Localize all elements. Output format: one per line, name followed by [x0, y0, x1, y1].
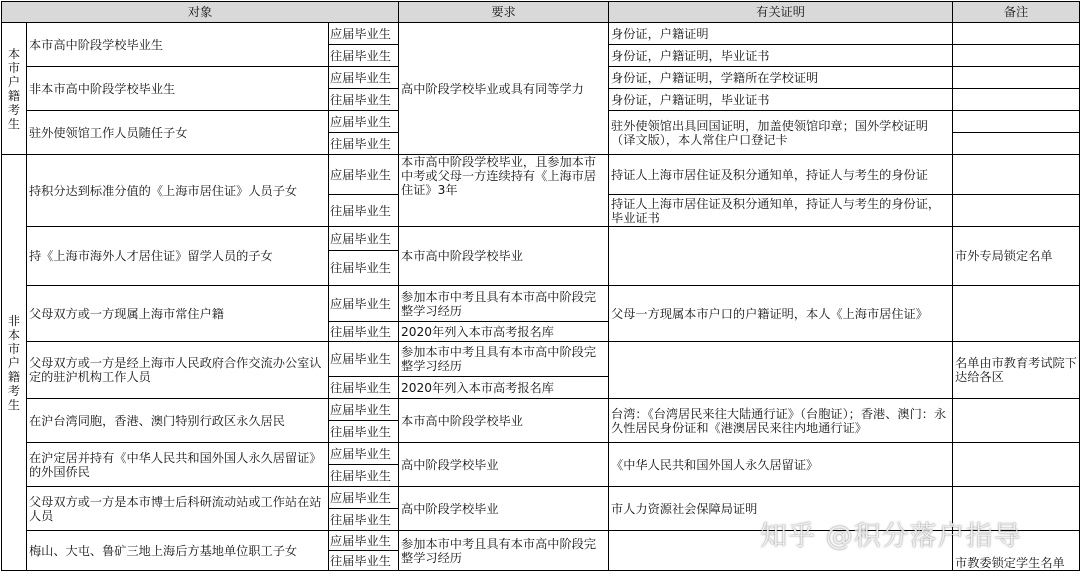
status-past: 往届毕业生	[329, 509, 399, 531]
remark-cell: 市外专局锁定名单	[953, 227, 1080, 286]
header-object: 对象	[2, 2, 399, 23]
status-current: 应届毕业生	[329, 67, 399, 89]
header-remark: 备注	[953, 2, 1080, 23]
object-cell: 父母双方或一方是本市博士后科研流动站或工作站在站人员	[27, 487, 329, 531]
object-cell: 梅山、大屯、鲁矿三地上海后方基地单位职工子女	[27, 531, 329, 571]
table-row	[2, 399, 1080, 421]
remark-cell	[953, 133, 1080, 155]
document-cell: 身份证，户籍证明，毕业证书	[609, 89, 953, 111]
status-current: 应届毕业生	[329, 155, 399, 195]
table-row	[2, 227, 1080, 251]
remark-cell	[953, 89, 1080, 111]
group-label-local: 本市户籍考生	[2, 23, 27, 155]
requirement-cell: 参加本市中考且具有本市高中阶段完整学习经历	[399, 531, 609, 571]
document-cell: 身份证，户籍证明，毕业证书	[609, 45, 953, 67]
gaokao-eligibility-table	[1, 1, 1080, 571]
document-cell: 父母一方现属本市户口的户籍证明，本人《上海市居住证》	[609, 286, 953, 342]
status-current: 应届毕业生	[329, 399, 399, 421]
object-cell: 在沪定居并持有《中华人民共和国外国人永久居留证》的外国侨民	[27, 443, 329, 487]
requirement-cell: 高中阶段学校毕业	[399, 487, 609, 531]
object-cell: 父母双方或一方现属上海市常住户籍	[27, 286, 329, 342]
remark-cell	[953, 23, 1080, 45]
status-past: 往届毕业生	[329, 377, 399, 399]
status-past: 往届毕业生	[329, 133, 399, 155]
object-cell: 非本市高中阶段学校毕业生	[27, 67, 329, 111]
remark-cell: 名单由市教育考试院下达给各区	[953, 342, 1080, 399]
remark-cell	[953, 399, 1080, 443]
remark-cell	[953, 45, 1080, 67]
document-cell: 《中华人民共和国外国人永久居留证》	[609, 443, 953, 487]
table-row	[2, 23, 1080, 45]
object-cell: 在沪台湾同胞，香港、澳门特别行政区永久居民	[27, 399, 329, 443]
document-cell: 持证人上海市居住证及积分通知单，持证人与考生的身份证	[609, 155, 953, 195]
status-current: 应届毕业生	[329, 443, 399, 465]
table-row	[2, 443, 1080, 465]
table-row	[2, 155, 1080, 195]
status-past: 往届毕业生	[329, 251, 399, 286]
status-current: 应届毕业生	[329, 23, 399, 45]
object-cell: 本市高中阶段学校毕业生	[27, 23, 329, 67]
status-past: 往届毕业生	[329, 322, 399, 342]
remark-cell	[953, 286, 1080, 342]
remark-cell	[953, 111, 1080, 133]
requirement-cell: 2020年列入本市高考报名库	[399, 322, 609, 342]
header-requirement: 要求	[399, 2, 609, 23]
status-past: 往届毕业生	[329, 465, 399, 487]
status-current: 应届毕业生	[329, 342, 399, 377]
remark-cell	[953, 443, 1080, 487]
header-row	[2, 2, 1080, 23]
status-current: 应届毕业生	[329, 286, 399, 322]
table-row	[2, 286, 1080, 322]
requirement-cell: 参加本市中考且具有本市高中阶段完整学习经历	[399, 342, 609, 377]
document-cell	[609, 342, 953, 399]
remark-cell	[953, 195, 1080, 227]
watermark: 知乎 @积分落户指导	[760, 521, 1022, 552]
table-row	[2, 487, 1080, 509]
object-cell: 父母双方或一方是经上海市人民政府合作交流办公室认定的驻沪机构工作人员	[27, 342, 329, 399]
document-cell: 持证人上海市居住证及积分通知单，持证人与考生的身份证，毕业证书	[609, 195, 953, 227]
table-row	[2, 342, 1080, 377]
status-current: 应届毕业生	[329, 227, 399, 251]
document-cell: 台湾：《台湾居民来往大陆通行证》（台胞证）；香港、澳门：永久性居民身份证和《港澳居民来往内地通行证》	[609, 399, 953, 443]
document-cell: 身份证，户籍证明，学籍所在学校证明	[609, 67, 953, 89]
remark-cell	[953, 155, 1080, 195]
requirement-cell: 本市高中阶段学校毕业	[399, 227, 609, 286]
document-cell: 市人力资源社会保障局证明	[609, 487, 953, 531]
remark-cell: 市教委锁定学生名单	[953, 531, 1080, 571]
requirement-cell: 参加本市中考且具有本市高中阶段完整学习经历	[399, 286, 609, 322]
requirement-cell: 高中阶段学校毕业	[399, 443, 609, 487]
document-cell: 驻外使领馆出具回国证明，加盖使领馆印章；国外学校证明（译文版），本人常住户口登记卡	[609, 111, 953, 155]
status-past: 往届毕业生	[329, 421, 399, 443]
status-current: 应届毕业生	[329, 111, 399, 133]
status-current: 应届毕业生	[329, 531, 399, 551]
header-documents: 有关证明	[609, 2, 953, 23]
document-cell: 身份证，户籍证明	[609, 23, 953, 45]
requirement-cell: 本市高中阶段学校毕业	[399, 399, 609, 443]
requirement-cell: 2020年列入本市高考报名库	[399, 377, 609, 399]
object-cell: 驻外使领馆工作人员随任子女	[27, 111, 329, 155]
object-cell: 持《上海市海外人才居住证》留学人员的子女	[27, 227, 329, 286]
document-cell	[609, 227, 953, 286]
requirement-cell: 高中阶段学校毕业或具有同等学力	[399, 23, 609, 155]
status-past: 往届毕业生	[329, 89, 399, 111]
status-past: 往届毕业生	[329, 551, 399, 571]
status-past: 往届毕业生	[329, 195, 399, 227]
status-current: 应届毕业生	[329, 487, 399, 509]
requirement-cell: 本市高中阶段学校毕业，且参加本市中考或父母一方连续持有《上海市居住证》3年	[399, 155, 609, 227]
group-label-nonlocal: 非本市户籍考生	[2, 155, 27, 571]
object-cell: 持积分达到标准分值的《上海市居住证》人员子女	[27, 155, 329, 227]
remark-cell	[953, 67, 1080, 89]
status-past: 往届毕业生	[329, 45, 399, 67]
